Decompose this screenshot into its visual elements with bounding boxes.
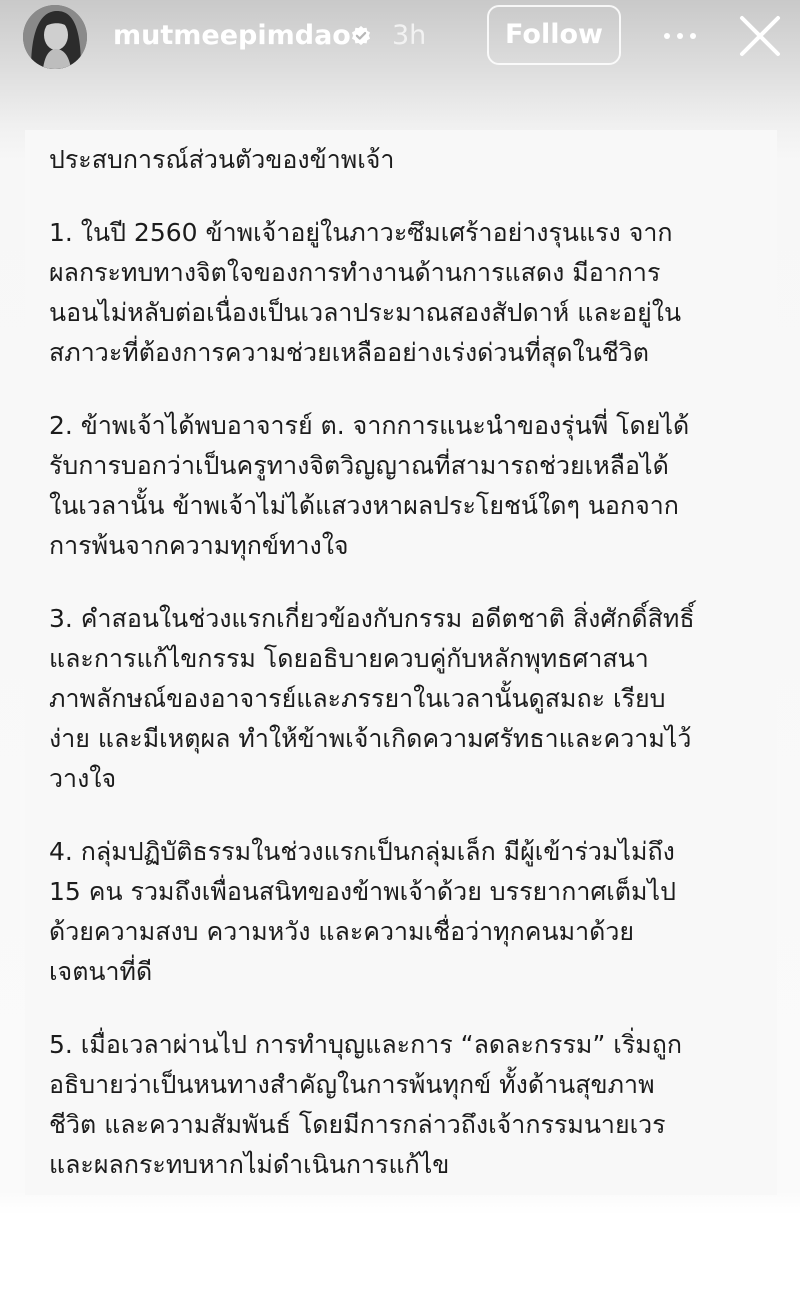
paragraph-line: ผลกระทบทางจิตใจของการทำงานด้านการแสดง มีอาการ bbox=[49, 258, 661, 287]
paragraph-line: วางใจ bbox=[49, 764, 117, 793]
username[interactable]: mutmeepimdao bbox=[113, 20, 351, 51]
avatar-image bbox=[23, 5, 87, 69]
paragraph-line: 3. คำสอนในช่วงแรกเกี่ยวข้องกับกรรม อดีตชาติ สิ่งศักดิ์สิทธิ์ bbox=[49, 604, 695, 633]
paragraph-line: ในเวลานั้น ข้าพเจ้าไม่ได้แสวงหาผลประโยชน์ใดๆ นอกจาก bbox=[49, 491, 679, 520]
post-heading: ประสบการณ์ส่วนตัวของข้าพเจ้า bbox=[49, 145, 395, 174]
paragraph-2 bbox=[49, 406, 769, 566]
paragraph-line: ง่าย และมีเหตุผล ทำให้ข้าพเจ้าเกิดความศรัทธาและความไว้ bbox=[49, 724, 692, 753]
paragraph-4 bbox=[49, 832, 769, 992]
paragraph-line: 2. ข้าพเจ้าได้พบอาจารย์ ต. จากการแนะนำของรุ่นพี่ โดยได้ bbox=[49, 411, 690, 440]
story-text-card bbox=[25, 130, 777, 1195]
paragraph-line: นอนไม่หลับต่อเนื่องเป็นเวลาประมาณสองสัปดาห์ และอยู่ใน bbox=[49, 298, 682, 327]
post-text bbox=[49, 140, 769, 1218]
paragraph-line: 15 คน รวมถึงเพื่อนสนิทของข้าพเจ้าด้วย บรรยากาศเต็มไป bbox=[49, 877, 676, 906]
paragraph-line: 5. เมื่อเวลาผ่านไป การทำบุญและการ “ลดละกรรม” เริ่มถูก bbox=[49, 1030, 682, 1059]
paragraph-line: และผลกระทบหากไม่ดำเนินการแก้ไข bbox=[49, 1150, 450, 1179]
paragraph-line: อธิบายว่าเป็นหนทางสำคัญในการพ้นทุกข์ ทั้งด้านสุขภาพ bbox=[49, 1070, 655, 1099]
paragraph-3 bbox=[49, 599, 769, 799]
paragraph-5 bbox=[49, 1025, 769, 1185]
paragraph-line: ชีวิต และความสัมพันธ์ โดยมีการกล่าวถึงเจ้ากรรมนายเวร bbox=[49, 1110, 666, 1139]
paragraph-line: การพ้นจากความทุกข์ทางใจ bbox=[49, 531, 349, 560]
paragraph-1 bbox=[49, 213, 769, 373]
follow-button[interactable]: Follow bbox=[487, 5, 621, 65]
more-options-icon[interactable] bbox=[660, 18, 700, 54]
post-time: 3h bbox=[392, 20, 427, 51]
avatar[interactable] bbox=[23, 5, 87, 69]
paragraph-line: รับการบอกว่าเป็นครูทางจิตวิญญาณที่สามารถช่วยเหลือได้ bbox=[49, 451, 669, 480]
paragraph-line: เจตนาที่ดี bbox=[49, 957, 153, 986]
paragraph-line: สภาวะที่ต้องการความช่วยเหลืออย่างเร่งด่วนที่สุดในชีวิต bbox=[49, 338, 650, 367]
paragraph-line: 4. กลุ่มปฏิบัติธรรมในช่วงแรกเป็นกลุ่มเล็ก มีผู้เข้าร่วมไม่ถึง bbox=[49, 837, 675, 866]
paragraph-line: 1. ในปี 2560 ข้าพเจ้าอยู่ในภาวะซึมเศร้าอย่างรุนแรง จาก bbox=[49, 218, 673, 247]
paragraph-line: และการแก้ไขกรรม โดยอธิบายควบคู่กับหลักพุทธศาสนา bbox=[49, 644, 649, 673]
close-icon[interactable] bbox=[738, 14, 782, 58]
verified-badge-icon bbox=[350, 25, 372, 47]
paragraph-line: ภาพลักษณ์ของอาจารย์และภรรยาในเวลานั้นดูสมถะ เรียบ bbox=[49, 684, 666, 713]
paragraph-line: ด้วยความสงบ ความหวัง และความเชื่อว่าทุกคนมาด้วย bbox=[49, 917, 635, 946]
story-header bbox=[0, 0, 800, 74]
